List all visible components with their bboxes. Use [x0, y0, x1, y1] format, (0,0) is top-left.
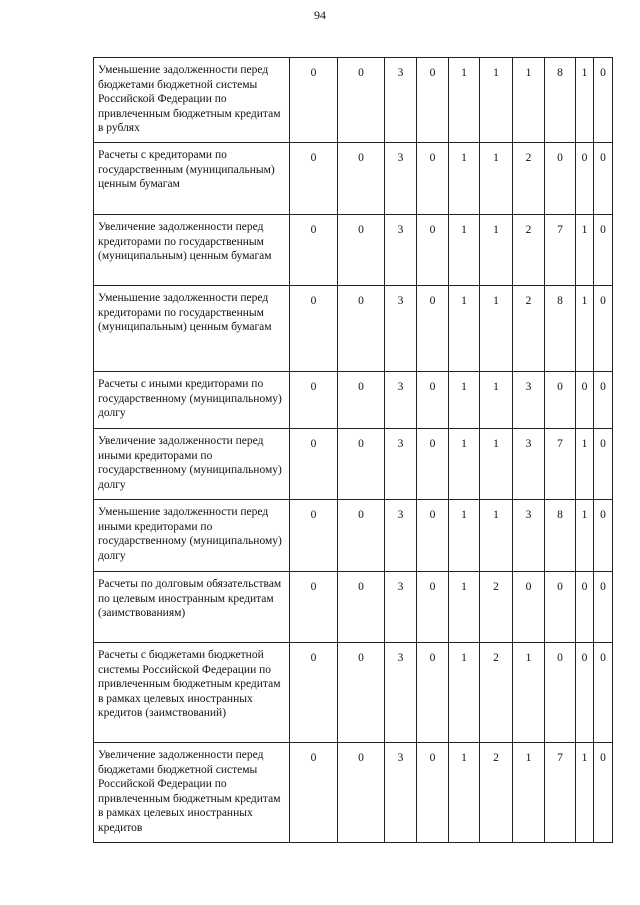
page-number: 94	[314, 8, 326, 22]
code-digit: 0	[417, 743, 449, 843]
table-row	[94, 429, 613, 500]
code-digit: 0	[594, 143, 613, 215]
code-digit: 0	[290, 643, 338, 743]
table-row	[94, 286, 613, 372]
code-digit: 0	[417, 429, 449, 500]
code-digit: 1	[480, 215, 513, 286]
code-digit: 3	[385, 643, 417, 743]
code-digit: 0	[290, 372, 338, 429]
code-digit: 0	[594, 572, 613, 643]
code-digit: 3	[513, 372, 545, 429]
code-digit: 8	[545, 500, 576, 572]
row-name: Уменьшение задолженности перед иными кредиторами по государственному (муниципальному) долгу	[94, 500, 290, 572]
code-digit: 0	[417, 215, 449, 286]
code-digit: 0	[417, 286, 449, 372]
code-digit: 0	[417, 643, 449, 743]
code-digit: 3	[385, 58, 417, 143]
code-digit: 0	[594, 58, 613, 143]
code-digit: 1	[449, 286, 480, 372]
code-digit: 0	[338, 215, 385, 286]
code-digit: 0	[576, 643, 594, 743]
code-digit: 1	[513, 58, 545, 143]
code-digit: 0	[594, 429, 613, 500]
row-name: Расчеты с бюджетами бюджетной системы Российской Федерации по привлеченным бюджетным кредитам в рамках целевых иностранных кредитов (заимствований)	[94, 643, 290, 743]
code-digit: 0	[576, 572, 594, 643]
code-digit: 0	[338, 643, 385, 743]
code-digit: 1	[449, 500, 480, 572]
code-digit: 1	[576, 286, 594, 372]
table-row	[94, 572, 613, 643]
code-digit: 0	[417, 372, 449, 429]
row-name: Расчеты по долговым обязательствам по целевым иностранным кредитам (заимствованиям)	[94, 572, 290, 643]
code-digit: 0	[338, 58, 385, 143]
code-digit: 1	[576, 58, 594, 143]
code-digit: 8	[545, 58, 576, 143]
code-digit: 1	[480, 500, 513, 572]
code-digit: 0	[576, 143, 594, 215]
code-digit: 3	[385, 372, 417, 429]
code-digit: 1	[480, 429, 513, 500]
code-digit: 0	[290, 143, 338, 215]
code-digit: 1	[480, 58, 513, 143]
code-digit: 7	[545, 429, 576, 500]
code-digit: 0	[594, 643, 613, 743]
code-digit: 2	[513, 286, 545, 372]
code-digit: 3	[385, 215, 417, 286]
code-digit: 1	[449, 372, 480, 429]
code-digit: 1	[576, 743, 594, 843]
code-digit: 0	[290, 215, 338, 286]
code-digit: 2	[480, 743, 513, 843]
code-digit: 2	[480, 643, 513, 743]
account-codes-table	[93, 57, 613, 843]
code-digit: 0	[417, 500, 449, 572]
table-body	[94, 58, 613, 843]
code-digit: 0	[417, 572, 449, 643]
code-digit: 0	[290, 500, 338, 572]
table-row	[94, 743, 613, 843]
code-digit: 2	[513, 143, 545, 215]
code-digit: 1	[513, 743, 545, 843]
code-digit: 1	[449, 58, 480, 143]
code-digit: 1	[576, 215, 594, 286]
code-digit: 1	[449, 429, 480, 500]
code-digit: 3	[385, 143, 417, 215]
code-digit: 1	[449, 143, 480, 215]
code-digit: 0	[338, 286, 385, 372]
code-digit: 3	[385, 743, 417, 843]
code-digit: 0	[545, 372, 576, 429]
code-digit: 0	[513, 572, 545, 643]
code-digit: 0	[576, 372, 594, 429]
code-digit: 0	[290, 743, 338, 843]
code-digit: 3	[385, 500, 417, 572]
code-digit: 1	[449, 743, 480, 843]
code-digit: 0	[594, 215, 613, 286]
code-digit: 2	[513, 215, 545, 286]
code-digit: 0	[290, 58, 338, 143]
row-name: Увеличение задолженности перед иными кредиторами по государственному (муниципальному) долгу	[94, 429, 290, 500]
code-digit: 1	[576, 500, 594, 572]
code-digit: 1	[449, 215, 480, 286]
code-digit: 0	[417, 143, 449, 215]
code-digit: 0	[338, 372, 385, 429]
code-digit: 7	[545, 743, 576, 843]
code-digit: 0	[594, 743, 613, 843]
code-digit: 3	[513, 500, 545, 572]
code-digit: 0	[545, 143, 576, 215]
code-digit: 3	[385, 286, 417, 372]
table-row	[94, 215, 613, 286]
code-digit: 0	[290, 429, 338, 500]
code-digit: 0	[594, 286, 613, 372]
code-digit: 1	[480, 286, 513, 372]
code-digit: 2	[480, 572, 513, 643]
row-name: Увеличение задолженности перед кредиторами по государственным (муниципальным) ценным бумагам	[94, 215, 290, 286]
row-name: Уменьшение задолженности перед бюджетами бюджетной системы Российской Федерации по привлеченным бюджетным кредитам в рублях	[94, 58, 290, 143]
code-digit: 3	[385, 429, 417, 500]
code-digit: 7	[545, 215, 576, 286]
code-digit: 0	[338, 500, 385, 572]
code-digit: 0	[545, 643, 576, 743]
code-digit: 0	[594, 372, 613, 429]
row-name: Расчеты с кредиторами по государственным (муниципальным) ценным бумагам	[94, 143, 290, 215]
table-row	[94, 58, 613, 143]
code-digit: 0	[338, 429, 385, 500]
code-digit: 0	[290, 286, 338, 372]
code-digit: 0	[338, 572, 385, 643]
table-row	[94, 143, 613, 215]
code-digit: 1	[480, 372, 513, 429]
table-row	[94, 372, 613, 429]
code-digit: 0	[338, 743, 385, 843]
code-digit: 0	[594, 500, 613, 572]
row-name: Уменьшение задолженности перед кредиторами по государственным (муниципальным) ценным бумагам	[94, 286, 290, 372]
code-digit: 0	[417, 58, 449, 143]
code-digit: 1	[576, 429, 594, 500]
row-name: Расчеты с иными кредиторами по государственному (муниципальному) долгу	[94, 372, 290, 429]
row-name: Увеличение задолженности перед бюджетами бюджетной системы Российской Федерации по привлеченным бюджетным кредитам в рамках целевых иностранных кредитов	[94, 743, 290, 843]
code-digit: 1	[449, 572, 480, 643]
code-digit: 0	[545, 572, 576, 643]
code-digit: 1	[513, 643, 545, 743]
code-digit: 1	[480, 143, 513, 215]
table-row	[94, 643, 613, 743]
code-digit: 0	[338, 143, 385, 215]
code-digit: 8	[545, 286, 576, 372]
code-digit: 1	[449, 643, 480, 743]
code-digit: 3	[385, 572, 417, 643]
code-digit: 3	[513, 429, 545, 500]
table-row	[94, 500, 613, 572]
code-digit: 0	[290, 572, 338, 643]
